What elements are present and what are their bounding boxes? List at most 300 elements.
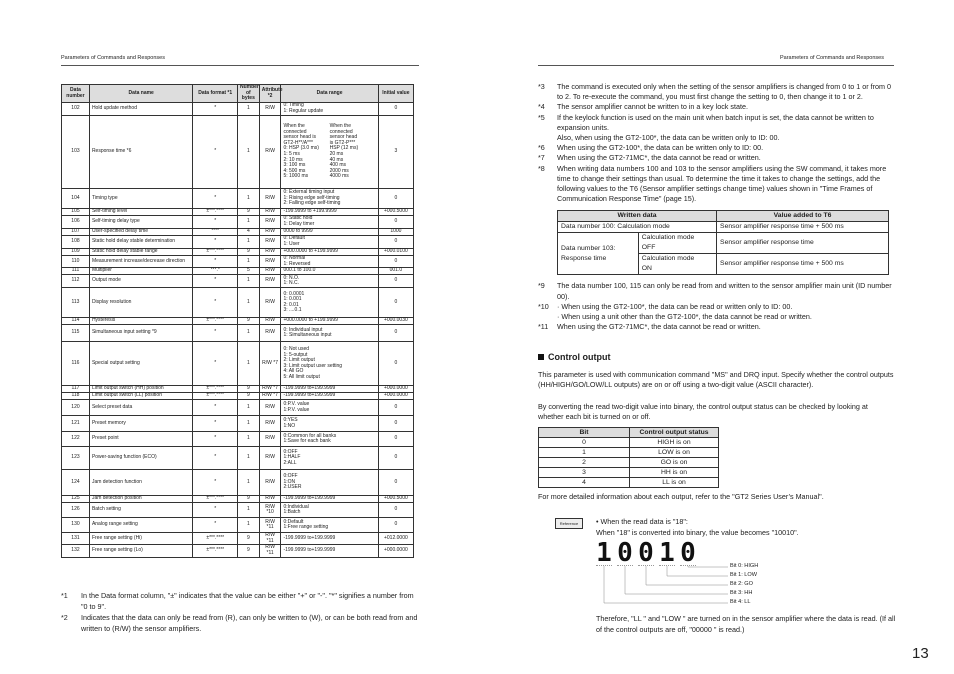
footnote-marker: *6 xyxy=(538,143,545,153)
bit-label: Bit 3: HH xyxy=(730,590,753,596)
table-cell-attr: R/W xyxy=(259,275,281,288)
table-cell-range: 0:Default 1:Free range setting xyxy=(281,518,378,533)
col-attribute: Attribute *2 xyxy=(259,85,281,103)
table-cell-fmt: * xyxy=(193,116,238,189)
t6-cell: Sensor amplifier response time xyxy=(717,233,889,254)
table-cell-num: 115 xyxy=(62,325,90,342)
table-cell-init: 0 xyxy=(378,432,413,447)
table-cell-name: Limit output switch (HH) position xyxy=(89,386,193,393)
table-cell-attr: R/W xyxy=(259,496,281,503)
footnote xyxy=(538,312,894,322)
table-cell-num: 126 xyxy=(62,503,90,518)
table-cell-bytes: 9 xyxy=(237,533,259,545)
table-cell-name: Power-saving function (ECO) xyxy=(89,447,193,470)
table-cell-init: 0 xyxy=(378,216,413,229)
bit-row xyxy=(539,458,719,468)
table-cell-range: -199.9999 to+199.9999 xyxy=(281,545,378,557)
footnote-text: Indicates that the data can only be read from (R), can only be written to (W), or can be both read from and written to (R/W) the sensor amplifiers. xyxy=(81,613,418,633)
table-row xyxy=(62,545,414,557)
table-row xyxy=(62,103,414,116)
col-data-format: Data format *1 xyxy=(193,85,238,103)
table-cell-fmt: * xyxy=(193,518,238,533)
range-column: When the connected sensor head is GT2-H**/A*** 0: HSP (3.0 ms) 1: 5 ms 2: 10 ms 3: 100 ms 4: 500 ms 5: 1000 ms xyxy=(283,123,319,180)
section-title: Control output xyxy=(548,352,611,362)
footnote-marker: *11 xyxy=(538,322,549,332)
col-bit: Bit xyxy=(539,428,630,438)
footnote xyxy=(538,102,894,112)
table-cell-bytes: 1 xyxy=(237,325,259,342)
table-cell-range: 0: N.O. 1: N.C. xyxy=(281,275,378,288)
table-cell-range: 0: Default 1: User xyxy=(281,236,378,249)
table-cell-num: 114 xyxy=(62,318,90,325)
table-cell-attr: R/W xyxy=(259,470,281,496)
bit-cell-status: GO is on xyxy=(630,458,719,468)
table-cell-name: Limit output switch (LL) position xyxy=(89,393,193,400)
table-cell-init: +000.0000 xyxy=(378,386,413,393)
table-cell-range: +000.0000 to +199.9999 xyxy=(281,318,378,325)
example-conclusion: Therefore, "LL " and "LOW " are turned on in the sensor amplifier where the data is read. (If all of the control outputs are off, "00000 " is read.) xyxy=(596,614,896,634)
table-cell-fmt: ***.* xyxy=(193,268,238,275)
table-cell-name: User-specified delay time xyxy=(89,229,193,236)
binary-digit: 0 xyxy=(680,538,696,568)
table-cell-attr: R/W xyxy=(259,447,281,470)
footnote xyxy=(61,590,419,612)
table-cell-init: 0 xyxy=(378,103,413,116)
table-cell-num: 120 xyxy=(62,400,90,416)
page-number: 13 xyxy=(912,645,929,662)
table-cell-name: Output mode xyxy=(89,275,193,288)
table-cell-bytes: 1 xyxy=(237,216,259,229)
bit-cell-status: LOW is on xyxy=(630,448,719,458)
footnote-text: When using the GT2-71MC*, the data cannot be read or written. xyxy=(557,322,761,332)
table-cell-num: 117 xyxy=(62,386,90,393)
table-cell-attr: R/W xyxy=(259,416,281,432)
table-cell-num: 131 xyxy=(62,533,90,545)
table-cell-bytes: 9 xyxy=(237,393,259,400)
table-cell-attr: R/W xyxy=(259,216,281,229)
table-cell-bytes: 9 xyxy=(237,318,259,325)
table-row xyxy=(62,447,414,470)
table-cell-range: -199.9999 to+199.9999 xyxy=(281,393,378,400)
footnotes-left xyxy=(61,590,419,634)
footnote-marker: *8 xyxy=(538,163,545,173)
table-cell-init: 1000 xyxy=(378,229,413,236)
footnote xyxy=(538,153,894,163)
t6-cell: Data number 100: Calculation mode xyxy=(558,222,717,233)
table-cell-num: 121 xyxy=(62,416,90,432)
table-cell-fmt: ±***.**** xyxy=(193,318,238,325)
table-cell-init: 0 xyxy=(378,189,413,209)
bit-cell-bit: 0 xyxy=(539,438,630,448)
footnote xyxy=(538,113,894,133)
footnote-text: When using the GT2-71MC*, the data cannot be read or written. xyxy=(557,153,761,163)
bit-row xyxy=(539,438,719,448)
table-cell-bytes: 9 xyxy=(237,386,259,393)
table-cell-attr: R/W xyxy=(259,116,281,189)
footnote-text: When writing data numbers 100 and 103 to the sensor amplifiers using the SW command, it takes more time to change their settings than usual. To determine the time it takes to change the settings, add the following values to the T6 (Sensor amplifier settings change time) values shown in "Time Frames of Communication Response Time" (page 15). xyxy=(557,163,887,204)
table-cell-bytes: 1 xyxy=(237,103,259,116)
footnote xyxy=(538,302,894,312)
t6-row xyxy=(558,222,889,233)
table-cell-init: +000.0100 xyxy=(378,249,413,256)
col-initial-value: Initial value xyxy=(378,85,413,103)
table-cell-bytes: 1 xyxy=(237,275,259,288)
footnote-marker xyxy=(538,312,557,322)
table-cell-bytes: 9 xyxy=(237,249,259,256)
table-cell-fmt: * xyxy=(193,503,238,518)
table-cell-attr: R/W xyxy=(259,318,281,325)
table-cell-num: 118 xyxy=(62,393,90,400)
table-cell-attr: R/W xyxy=(259,432,281,447)
footnote-marker: *3 xyxy=(538,82,545,91)
table-cell-range: 0:OFF 1:ON 2:USER xyxy=(281,470,378,496)
table-row xyxy=(62,470,414,496)
range-column: When the connected sensor head is GT2-P*** HSP (12 ms) 20 ms 40 ms 400 ms 2000 ms 4000 ms xyxy=(329,123,359,180)
example-text xyxy=(596,516,799,538)
table-cell-name: Analog range setting xyxy=(89,518,193,533)
table-cell-init: 0 xyxy=(378,236,413,249)
bit-cell-bit: 2 xyxy=(539,458,630,468)
table-cell-name: Select preset data xyxy=(89,400,193,416)
table-row xyxy=(62,268,414,275)
header-rule-right xyxy=(538,65,894,66)
table-cell-attr: R/W *10 xyxy=(259,503,281,518)
table-cell-bytes: 1 xyxy=(237,400,259,416)
footnote-marker: *1 xyxy=(61,591,68,600)
t6-header-written: Written data xyxy=(558,211,717,222)
running-header-right: Parameters of Commands and Responses xyxy=(780,55,884,61)
table-cell-name: Self-timing delay type xyxy=(89,216,193,229)
table-row xyxy=(62,533,414,545)
bit-leader-line xyxy=(667,566,728,576)
table-cell-range: -199.9999 to+199.9999 xyxy=(281,533,378,545)
col-data-name: Data name xyxy=(89,85,193,103)
bit-cell-status: HH is on xyxy=(630,468,719,478)
table-cell-bytes: 1 xyxy=(237,116,259,189)
t6-cell: Data number 103: Response time xyxy=(558,233,639,275)
footnote-marker: *4 xyxy=(538,102,545,112)
bit-leader-line xyxy=(688,566,728,567)
table-row xyxy=(62,229,414,236)
table-cell-fmt: ±***.**** xyxy=(193,393,238,400)
footnote xyxy=(538,322,894,332)
table-row xyxy=(62,249,414,256)
table-row xyxy=(62,432,414,447)
table-cell-attr: R/W *11 xyxy=(259,545,281,557)
table-cell-fmt: * xyxy=(193,447,238,470)
footnote-marker: *5 xyxy=(538,112,545,122)
footnote-text: The data number 100, 115 can only be read from and written to the sensor amplifier main unit (ID number 00). xyxy=(557,281,892,301)
table-cell-num: 123 xyxy=(62,447,90,470)
footnote xyxy=(538,164,894,205)
table-cell-num: 112 xyxy=(62,275,90,288)
table-cell-init: 0 xyxy=(378,256,413,268)
table-cell-name: Simultaneous input setting *9 xyxy=(89,325,193,342)
table-cell-num: 130 xyxy=(62,518,90,533)
section-heading xyxy=(538,352,610,362)
table-cell-name: Free range setting (Hi) xyxy=(89,533,193,545)
table-cell-range: 0:Common for all banks 1:Save for each bank xyxy=(281,432,378,447)
binary-digit: 0 xyxy=(638,538,654,568)
table-cell-fmt: * xyxy=(193,236,238,249)
bit-cell-bit: 4 xyxy=(539,478,630,488)
table-cell-range: 0: Normal 1: Reversed xyxy=(281,256,378,268)
footnote-text: Also, when using the GT2-100*, the data can be written only to ID: 00. xyxy=(557,133,780,143)
table-cell-fmt: * xyxy=(193,432,238,447)
binary-digits xyxy=(596,538,696,568)
table-cell-attr: R/W xyxy=(259,256,281,268)
table-cell-name: Free range setting (Lo) xyxy=(89,545,193,557)
table-cell-bytes: 1 xyxy=(237,288,259,318)
table-cell-fmt: ±***.**** xyxy=(193,533,238,545)
parameter-table xyxy=(61,84,414,558)
table-cell-range: +000.0000 to +199.9999 xyxy=(281,249,378,256)
table-cell-range: -199.9999 to+199.9999 xyxy=(281,496,378,503)
t6-cell: Sensor amplifier response time + 500 ms xyxy=(717,254,889,275)
table-cell-init: +000.0000 xyxy=(378,393,413,400)
table-cell-bytes: 1 xyxy=(237,470,259,496)
table-cell-init: 0 xyxy=(378,416,413,432)
table-row xyxy=(62,209,414,216)
footnote-text: The sensor amplifier cannot be written to in a key lock state. xyxy=(557,102,748,112)
table-cell-num: 111 xyxy=(62,268,90,275)
table-cell-range: 0:OFF 1:HALF 2:ALL xyxy=(281,447,378,470)
table-row xyxy=(62,503,414,518)
table-cell-init: 0 xyxy=(378,470,413,496)
table-cell-name: Static hold delay stable determination xyxy=(89,236,193,249)
table-cell-bytes: 1 xyxy=(237,503,259,518)
bullet-square-icon xyxy=(538,354,544,360)
table-cell-range: -199.9999 to+199.9999 xyxy=(281,386,378,393)
table-cell-fmt: * xyxy=(193,342,238,386)
header-rule-left xyxy=(61,65,419,66)
parameter-table-body xyxy=(62,103,414,558)
table-cell-name: Static hold delay stable range xyxy=(89,249,193,256)
table-cell-bytes: 9 xyxy=(237,496,259,503)
running-header-left: Parameters of Commands and Responses xyxy=(61,55,165,61)
table-row xyxy=(62,416,414,432)
table-cell-num: 108 xyxy=(62,236,90,249)
table-cell-init: 001.0 xyxy=(378,268,413,275)
table-cell-attr: R/W *11 xyxy=(259,518,281,533)
table-cell-num: 102 xyxy=(62,103,90,116)
table-cell-name: Batch setting xyxy=(89,503,193,518)
table-cell-bytes: 1 xyxy=(237,342,259,386)
table-cell-bytes: 1 xyxy=(237,189,259,209)
table-cell-init: 0 xyxy=(378,400,413,416)
footnote xyxy=(538,82,894,102)
table-cell-fmt: * xyxy=(193,325,238,342)
footnote-marker: *9 xyxy=(538,281,545,291)
table-cell-fmt: * xyxy=(193,470,238,496)
table-cell-bytes: 4 xyxy=(237,229,259,236)
col-data-number: Data number xyxy=(62,85,90,103)
bit-label: Bit 0: HIGH xyxy=(730,563,759,569)
table-row xyxy=(62,116,414,189)
table-cell-num: 107 xyxy=(62,229,90,236)
table-row xyxy=(62,342,414,386)
table-cell-range: 0:Individual 1:Batch xyxy=(281,503,378,518)
table-cell-range: 0: Not used 1: 5-output 2: Limit output 3: Limit output user setting 4: All GO 5: All limit output xyxy=(281,342,378,386)
table-cell-init: 0 xyxy=(378,288,413,318)
bit-label: Bit 1: LOW xyxy=(730,572,758,578)
table-cell-name: Jam detection position xyxy=(89,496,193,503)
table-cell-name: Hysteresis xyxy=(89,318,193,325)
table-cell-name: Preset point xyxy=(89,432,193,447)
table-row xyxy=(62,236,414,249)
bit-row xyxy=(539,468,719,478)
table-cell-bytes: 9 xyxy=(237,545,259,557)
table-cell-name: Response time *6 xyxy=(89,116,193,189)
table-cell-attr: R/W xyxy=(259,268,281,275)
table-cell-range: -199.9999 to +199.9999 xyxy=(281,209,378,216)
t6-header-value: Value added to T6 xyxy=(717,211,889,222)
table-cell-fmt: ±***.**** xyxy=(193,496,238,503)
footnote xyxy=(61,612,419,634)
table-row xyxy=(62,288,414,318)
footnote-text: · When using a unit other than the GT2-100*, the data cannot be read or written. xyxy=(557,312,812,322)
table-cell-attr: R/W xyxy=(259,288,281,318)
footnote xyxy=(538,143,894,153)
table-cell-attr: R/W xyxy=(259,189,281,209)
table-cell-attr: R/W xyxy=(259,209,281,216)
example-line: • When the read data is "18": xyxy=(596,517,688,526)
footnote-marker: *10 xyxy=(538,301,549,311)
t6-row xyxy=(558,233,889,254)
table-cell-range xyxy=(281,116,378,189)
table-cell-range: 0000 to 9999 xyxy=(281,229,378,236)
footnote-text: · When using the GT2-100*, the data can be read or written only to ID: 00. xyxy=(557,301,793,311)
table-cell-attr: R/W *7 xyxy=(259,342,281,386)
footnote xyxy=(538,133,894,143)
col-control-output-status: Control output status xyxy=(630,428,719,438)
table-cell-fmt: * xyxy=(193,189,238,209)
table-row xyxy=(62,325,414,342)
table-cell-name: Display resolution xyxy=(89,288,193,318)
example-line: When "18" is converted into binary, the value becomes "10010". xyxy=(596,528,799,537)
table-cell-fmt: ±***.**** xyxy=(193,209,238,216)
table-cell-init: 0 xyxy=(378,518,413,533)
table-cell-range: 0: Timing 1: Regular update xyxy=(281,103,378,116)
t6-cell: Calculation mode ON xyxy=(638,254,716,275)
table-cell-name: Timing type xyxy=(89,189,193,209)
table-cell-num: 116 xyxy=(62,342,90,386)
table-cell-name: Self-timing level xyxy=(89,209,193,216)
table-cell-name: Hold update method xyxy=(89,103,193,116)
table-cell-bytes: 1 xyxy=(237,236,259,249)
table-cell-attr: R/W *7 xyxy=(259,393,281,400)
table-row xyxy=(62,393,414,400)
table-cell-num: 109 xyxy=(62,249,90,256)
bit-leader-line xyxy=(625,566,728,594)
table-cell-range: 0: Static hold 1: Delay timer xyxy=(281,216,378,229)
bit-cell-status: LL is on xyxy=(630,478,719,488)
table-cell-attr: R/W xyxy=(259,229,281,236)
table-row xyxy=(62,518,414,533)
binary-digit: 1 xyxy=(596,538,612,568)
table-cell-init: +012.0000 xyxy=(378,533,413,545)
table-cell-range: 0: External timing input 1: Rising edge self-timing 2: Falling edge self-timing xyxy=(281,189,378,209)
bit-cell-bit: 3 xyxy=(539,468,630,478)
table-cell-init: 0 xyxy=(378,503,413,518)
table-cell-num: 125 xyxy=(62,496,90,503)
table-cell-fmt: ±***.**** xyxy=(193,249,238,256)
bit-leader-lines xyxy=(596,566,731,610)
t6-cell: Sensor amplifier response time + 500 ms xyxy=(717,222,889,233)
bit-leader-line xyxy=(604,566,728,603)
table-cell-bytes: 1 xyxy=(237,518,259,533)
table-cell-bytes: 1 xyxy=(237,432,259,447)
col-data-range: Data range xyxy=(281,85,378,103)
footnote-marker xyxy=(538,133,557,143)
table-cell-fmt: * xyxy=(193,288,238,318)
table-cell-num: 132 xyxy=(62,545,90,557)
table-cell-num: 103 xyxy=(62,116,90,189)
table-cell-fmt: * xyxy=(193,256,238,268)
table-cell-fmt: * xyxy=(193,400,238,416)
table-cell-bytes: 1 xyxy=(237,447,259,470)
table-cell-name: Multiplier xyxy=(89,268,193,275)
bit-status-table xyxy=(538,427,719,488)
table-cell-range: 0:YES 1:NO xyxy=(281,416,378,432)
table-cell-bytes: 9 xyxy=(237,209,259,216)
table-row xyxy=(62,318,414,325)
table-cell-attr: R/W xyxy=(259,325,281,342)
footnote-marker: *2 xyxy=(61,613,68,622)
binary-digit: 1 xyxy=(659,538,675,568)
t6-cell: Calculation mode OFF xyxy=(638,233,716,254)
footnotes-right xyxy=(538,82,894,332)
table-cell-fmt: ±***.**** xyxy=(193,386,238,393)
table-cell-num: 105 xyxy=(62,209,90,216)
t6-table xyxy=(557,210,889,275)
table-row xyxy=(62,275,414,288)
table-cell-num: 122 xyxy=(62,432,90,447)
bit-cell-status: HIGH is on xyxy=(630,438,719,448)
section-paragraph: For more detailed information about each output, refer to the "GT2 Series User’s Manual". xyxy=(538,492,824,501)
footnote-marker: *7 xyxy=(538,153,545,163)
table-cell-num: 110 xyxy=(62,256,90,268)
table-cell-bytes: 1 xyxy=(237,256,259,268)
table-cell-init: +000.5000 xyxy=(378,209,413,216)
table-row xyxy=(62,496,414,503)
reference-icon: Reference xyxy=(555,518,583,529)
table-cell-num: 124 xyxy=(62,470,90,496)
table-cell-init: +000.0000 xyxy=(378,545,413,557)
bit-row xyxy=(539,448,719,458)
table-cell-init: 0 xyxy=(378,325,413,342)
table-cell-init: 0 xyxy=(378,342,413,386)
table-row xyxy=(62,256,414,268)
col-number-of-bytes: Number of bytes xyxy=(237,85,259,103)
table-cell-fmt: * xyxy=(193,103,238,116)
table-cell-attr: R/W xyxy=(259,400,281,416)
table-cell-bytes: 5 xyxy=(237,268,259,275)
bit-label: Bit 2: GO xyxy=(730,581,754,587)
table-cell-init: +000.5000 xyxy=(378,496,413,503)
table-cell-fmt: * xyxy=(193,275,238,288)
table-cell-attr: R/W xyxy=(259,103,281,116)
table-cell-range: 0:P.V. value 1:P.V. value xyxy=(281,400,378,416)
table-cell-fmt: **** xyxy=(193,229,238,236)
table-cell-fmt: * xyxy=(193,416,238,432)
table-cell-attr: R/W *11 xyxy=(259,533,281,545)
table-row xyxy=(62,189,414,209)
table-cell-fmt: ±***.**** xyxy=(193,545,238,557)
table-cell-init: 0 xyxy=(378,275,413,288)
bit-leader-line xyxy=(646,566,728,585)
table-cell-bytes: 1 xyxy=(237,416,259,432)
